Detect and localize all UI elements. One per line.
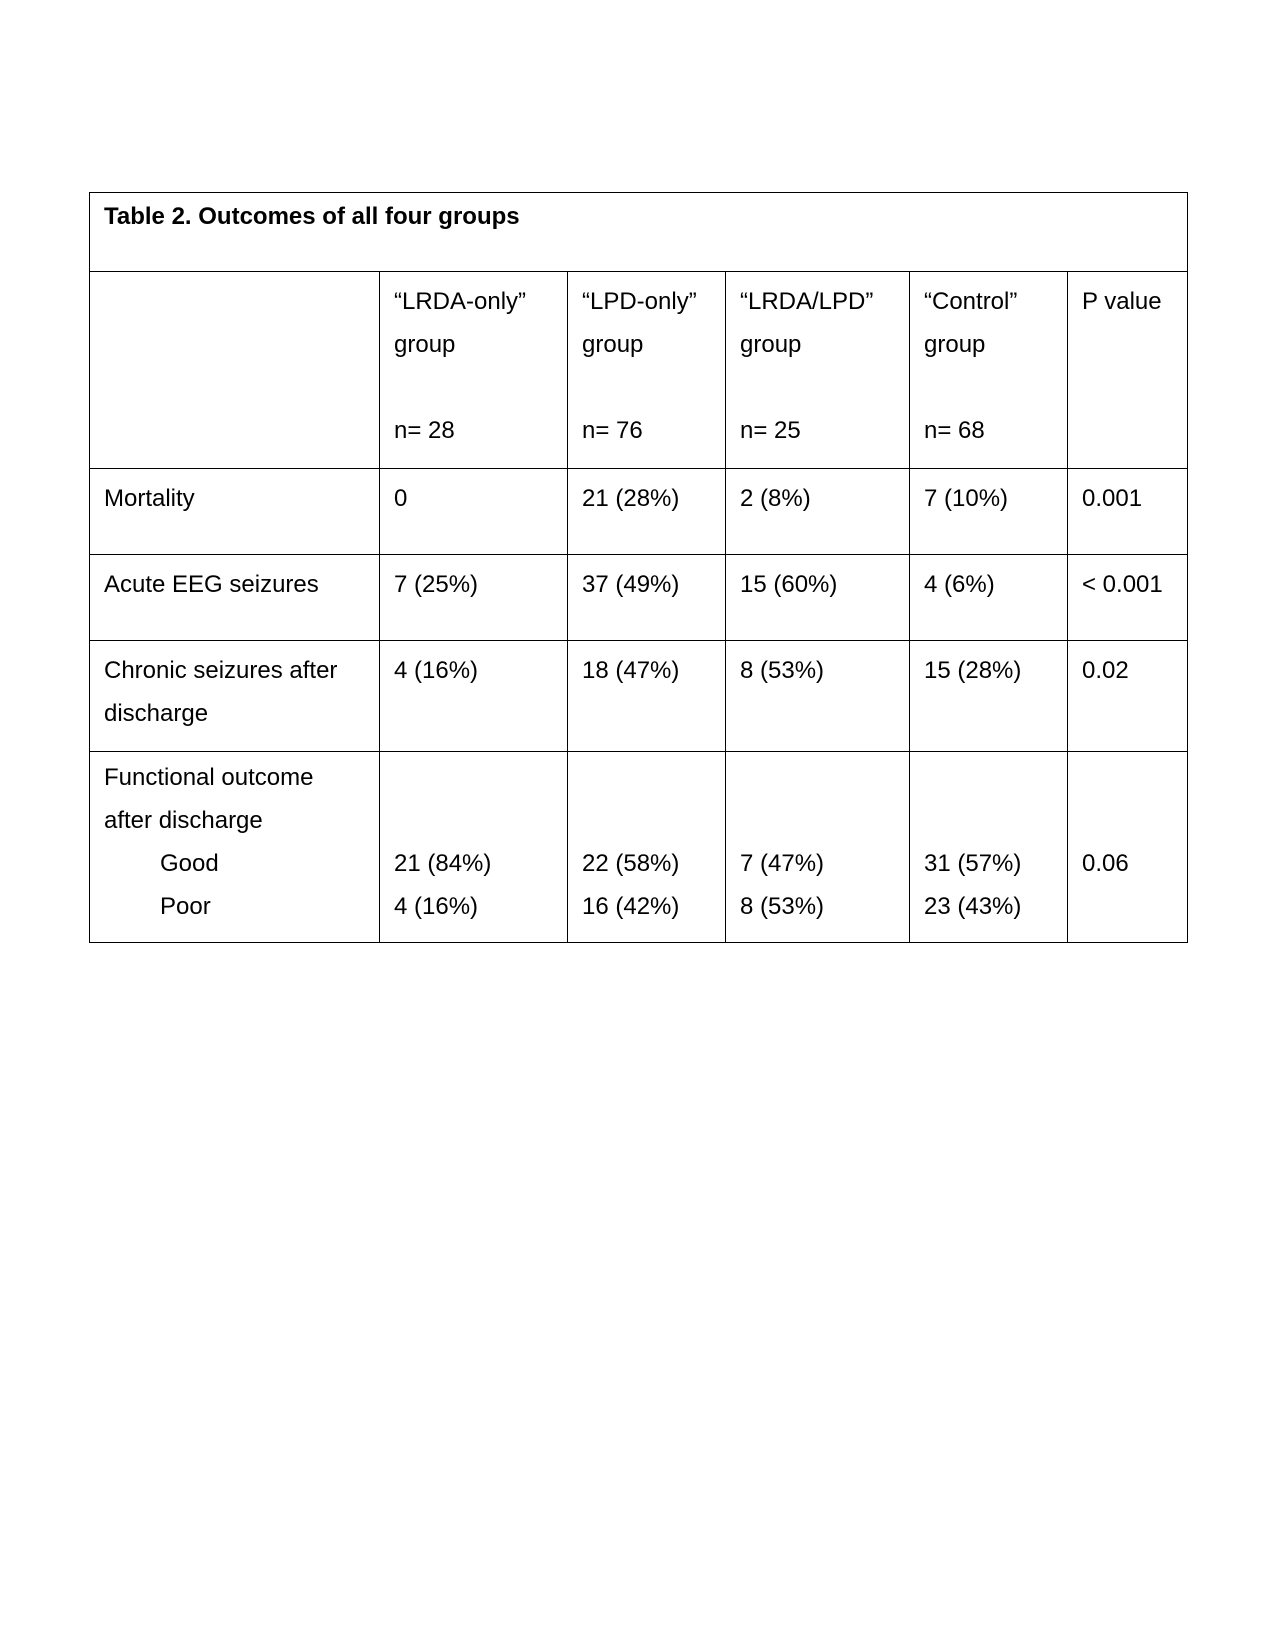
p-value-cell	[1068, 752, 1188, 943]
row-label	[90, 752, 380, 943]
header-empty-cell	[90, 272, 380, 469]
poor-label: Poor	[160, 893, 211, 920]
column-group: group	[582, 331, 644, 358]
row-label-line: after discharge	[104, 807, 263, 834]
poor-value: 16 (42%)	[582, 893, 680, 920]
row-label: Acute EEG seizures	[90, 555, 380, 641]
good-value: 21 (84%)	[394, 850, 492, 877]
column-group: group	[924, 331, 986, 358]
header-lrda-only	[380, 272, 568, 469]
table-cell	[568, 752, 726, 943]
table-cell: 18 (47%)	[568, 641, 726, 752]
table-cell	[726, 752, 910, 943]
column-n: n= 68	[924, 417, 985, 444]
good-label: Good	[160, 850, 219, 877]
good-value: 31 (57%)	[924, 850, 1022, 877]
p-value-cell: 0.001	[1068, 469, 1188, 555]
poor-value: 8 (53%)	[740, 893, 825, 920]
p-value: 0.06	[1082, 850, 1129, 877]
column-group: group	[740, 331, 802, 358]
row-label-line: discharge	[104, 700, 209, 727]
header-lrda-lpd	[726, 272, 910, 469]
table-cell: 4 (6%)	[910, 555, 1068, 641]
header-row	[90, 272, 1188, 469]
column-name: “LPD-only”	[582, 288, 697, 315]
caption-row	[90, 193, 1188, 272]
table-cell	[380, 752, 568, 943]
header-lpd-only	[568, 272, 726, 469]
table-row-acute-eeg-seizures	[90, 555, 1188, 641]
row-label: Mortality	[90, 469, 380, 555]
table-row-chronic-seizures	[90, 641, 1188, 752]
column-name: “Control”	[924, 288, 1018, 315]
p-value-cell: < 0.001	[1068, 555, 1188, 641]
column-n: n= 28	[394, 417, 455, 444]
table-cell: 37 (49%)	[568, 555, 726, 641]
table-cell: 15 (28%)	[910, 641, 1068, 752]
table-cell: 2 (8%)	[726, 469, 910, 555]
outcomes-table	[89, 192, 1188, 943]
poor-value: 4 (16%)	[394, 893, 479, 920]
table-cell: 7 (25%)	[380, 555, 568, 641]
table-row-mortality	[90, 469, 1188, 555]
table-caption: Table 2. Outcomes of all four groups	[90, 193, 1188, 272]
table-cell: 0	[380, 469, 568, 555]
table-row-functional-outcome	[90, 752, 1188, 943]
table-cell: 7 (10%)	[910, 469, 1068, 555]
table-cell: 21 (28%)	[568, 469, 726, 555]
table-cell	[910, 752, 1068, 943]
table-cell: 15 (60%)	[726, 555, 910, 641]
row-label	[90, 641, 380, 752]
p-value-cell: 0.02	[1068, 641, 1188, 752]
row-label-line: Chronic seizures after	[104, 657, 338, 684]
poor-value: 23 (43%)	[924, 893, 1022, 920]
column-name: “LRDA/LPD”	[740, 288, 874, 315]
column-group: group	[394, 331, 456, 358]
column-n: n= 76	[582, 417, 643, 444]
row-label-line: Functional outcome	[104, 764, 314, 791]
good-value: 7 (47%)	[740, 850, 825, 877]
table-cell: 4 (16%)	[380, 641, 568, 752]
header-p-value: P value	[1068, 272, 1188, 469]
column-name: “LRDA-only”	[394, 288, 527, 315]
column-n: n= 25	[740, 417, 801, 444]
good-value: 22 (58%)	[582, 850, 680, 877]
header-control	[910, 272, 1068, 469]
table-cell: 8 (53%)	[726, 641, 910, 752]
